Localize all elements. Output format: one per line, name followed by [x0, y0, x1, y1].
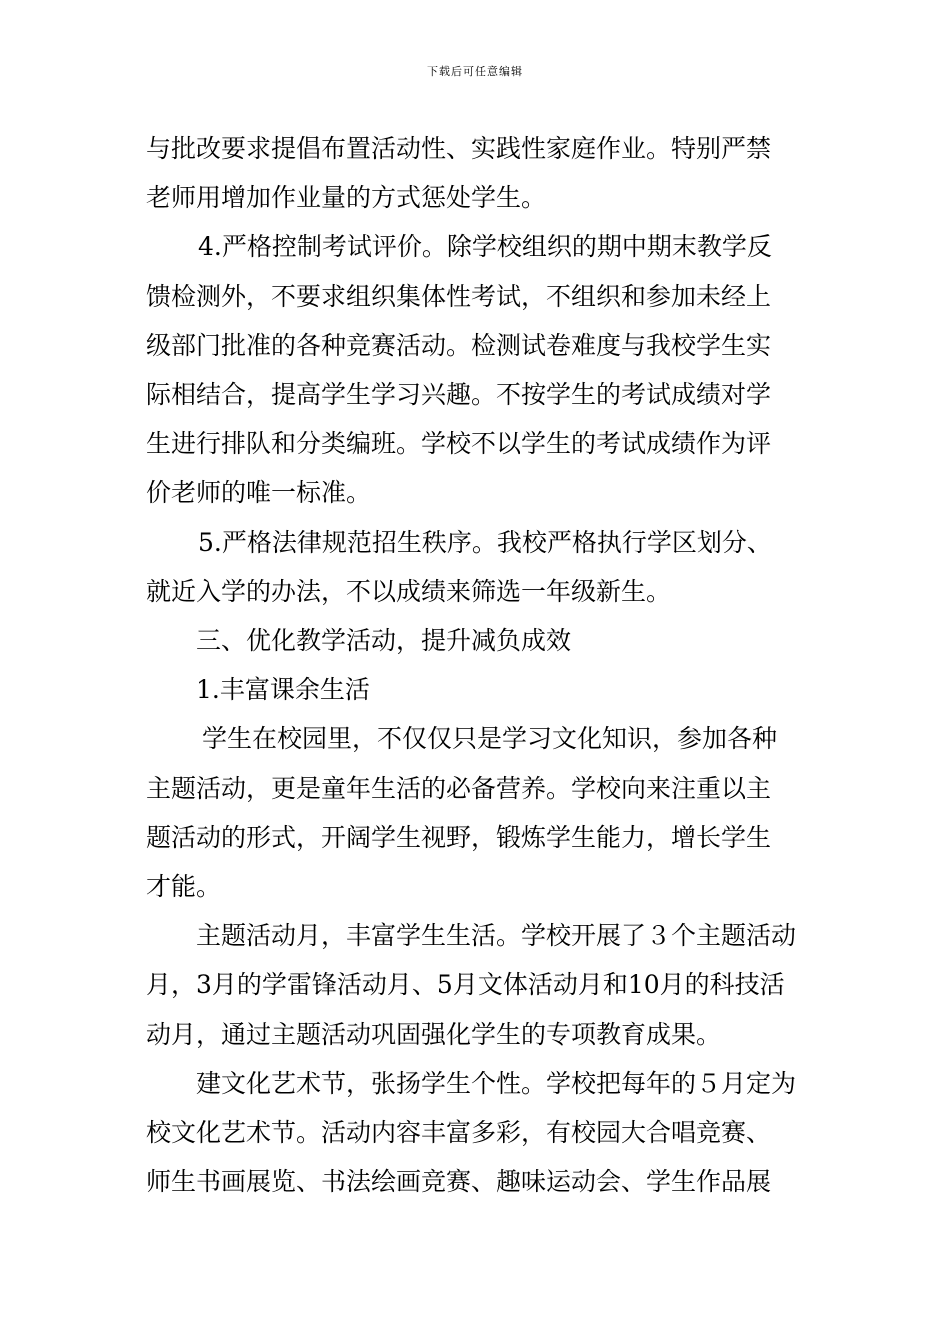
text-line: 师生书画展览、书法绘画竞赛、趣味运动会、学生作品展 — [146, 1167, 772, 1197]
text-line: 1.丰富课余生活 — [196, 675, 370, 705]
text-line: 题活动的形式，开阔学生视野，锻炼学生能力，增长学生 — [146, 822, 772, 852]
text-line: 主题活动月，丰富学生生活。学校开展了３个主题活动 — [196, 921, 797, 951]
text-line: 老师用增加作业量的方式惩处学生。 — [146, 183, 547, 213]
text-line: 校文化艺术节。活动内容丰富多彩，有校园大合唱竞赛、 — [146, 1118, 772, 1147]
text-line: 主题活动，更是童年生活的必备营养。学校向来注重以主 — [146, 773, 772, 803]
page-header: 下载后可任意编辑 — [427, 65, 523, 78]
text-line: 才能。 — [146, 872, 222, 901]
text-line: 价老师的唯一标准。 — [146, 478, 372, 508]
text-line: 建文化艺术节，张扬学生个性。学校把每年的５月定为 — [196, 1068, 797, 1098]
text-line: 与批改要求提倡布置活动性、实践性家庭作业。特别严禁 — [146, 134, 772, 163]
text-line: 际相结合，提高学生学习兴趣。不按学生的考试成绩对学 — [146, 380, 772, 409]
text-line: 就近入学的办法，不以成绩来筛选一年级新生。 — [146, 576, 672, 606]
text-line: 三、优化教学活动，提升减负成效 — [196, 626, 572, 655]
text-line: 馈检测外，不要求组织集体性考试，不组织和参加未经上 — [146, 281, 772, 311]
text-line: 动月，通过主题活动巩固强化学生的专项教育成果。 — [146, 1019, 722, 1049]
text-line: 学生在校园里，不仅仅只是学习文化知识，参加各种 — [202, 724, 778, 754]
text-line: 生进行排队和分类编班。学校不以学生的考试成绩作为评 — [146, 429, 772, 459]
text-line: 4.严格控制考试评价。除学校组织的期中期末教学反 — [198, 232, 772, 262]
text-line: 月，3月的学雷锋活动月、5月文体活动月和10月的科技活 — [146, 970, 785, 1000]
text-line: 级部门批准的各种竞赛活动。检测试卷难度与我校学生实 — [146, 330, 772, 360]
text-line: 5.严格法律规范招生秩序。我校严格执行学区划分、 — [198, 527, 772, 557]
